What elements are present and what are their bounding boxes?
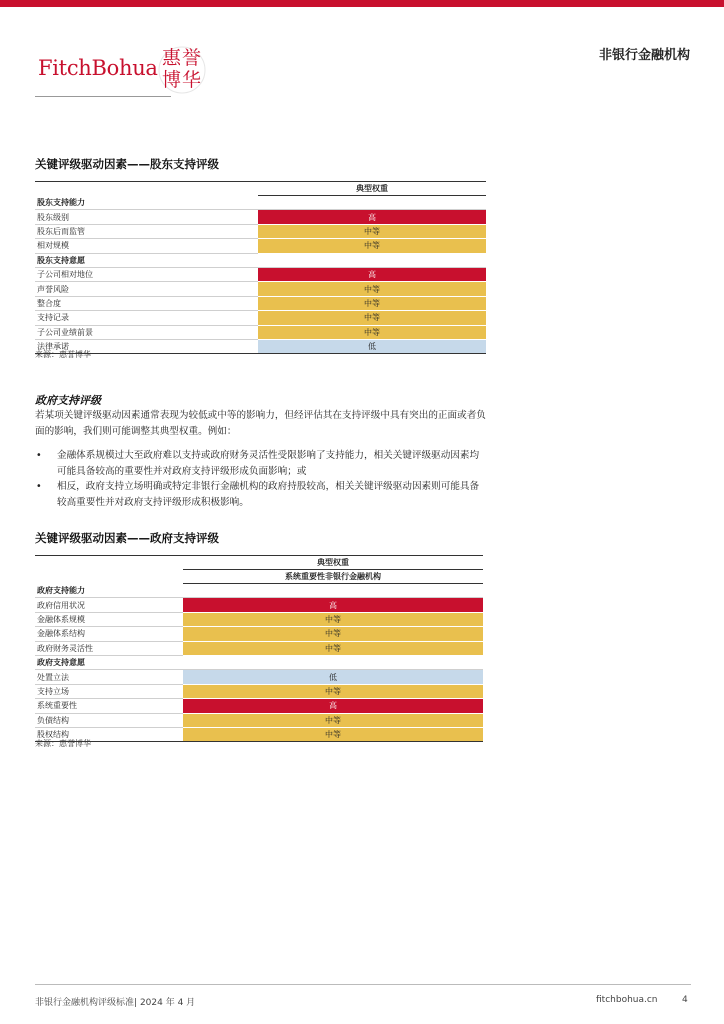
table1-title: 关键评级驱动因素——股东支持评级 <box>35 157 219 171</box>
weight-cell: 低 <box>258 339 486 353</box>
seal-char: 誉 <box>182 47 202 69</box>
table-row <box>35 670 483 684</box>
weight-cell: 中等 <box>258 282 486 296</box>
table-row <box>35 684 483 698</box>
table-row <box>35 296 486 310</box>
weight-cell: 中等 <box>183 727 483 741</box>
group-blank-cell <box>183 655 483 669</box>
table-row <box>35 627 483 641</box>
table2-title: 关键评级驱动因素——政府支持评级 <box>35 531 219 545</box>
footer-separator: | <box>134 998 138 1008</box>
seal-char: 华 <box>182 69 202 91</box>
weight-cell: 中等 <box>183 612 483 626</box>
footer-website-link[interactable]: fitchbohua.cn <box>596 995 658 1005</box>
bullet-dot-icon: • <box>36 450 42 461</box>
table1-source: 来源：惠誉博华 <box>35 350 91 359</box>
table-group-row <box>35 584 483 598</box>
table-row <box>35 339 486 353</box>
table-row <box>35 282 486 296</box>
row-label: 金融体系规模 <box>35 612 183 626</box>
bullet-text: 金融体系规模过大至政府难以支持或政府财务灵活性受限影响了支持能力，相关关键评级驱动因素均可能具备较高的重要性并对政府支持评级形成负面影响；或 <box>57 450 480 477</box>
gov-support-bullets <box>35 448 487 510</box>
weight-cell: 中等 <box>183 641 483 655</box>
logo-seal-icon <box>154 46 206 94</box>
seal-char: 博 <box>162 69 182 91</box>
row-label: 政府信用状况 <box>35 598 183 612</box>
weight-cell: 中等 <box>258 239 486 253</box>
table2-col-subheader: 系统重要性非银行金融机构 <box>183 570 483 584</box>
row-label: 相对规模 <box>35 239 258 253</box>
table-group-row <box>35 196 486 210</box>
weight-cell: 中等 <box>183 713 483 727</box>
bullet-item <box>35 479 487 510</box>
table-row <box>35 713 483 727</box>
government-support-table <box>35 555 483 742</box>
table1-header-row <box>35 182 486 196</box>
footer-page-number: 4 <box>682 995 688 1005</box>
table1-col-header: 典型权重 <box>258 182 486 196</box>
row-label: 声誉风险 <box>35 282 258 296</box>
table-row <box>35 267 486 281</box>
row-label: 整合度 <box>35 296 258 310</box>
weight-cell: 中等 <box>258 325 486 339</box>
table2-header-blank <box>35 556 183 570</box>
row-label: 子公司业绩前景 <box>35 325 258 339</box>
logo-wordmark: FitchBohua <box>38 56 158 80</box>
table-row <box>35 699 483 713</box>
table2-subheader-blank <box>35 570 183 584</box>
table-row <box>35 210 486 224</box>
group-blank-cell <box>183 584 483 598</box>
table-row <box>35 311 486 325</box>
logo-underline <box>35 96 171 97</box>
header-section-title: 非银行金融机构 <box>598 48 690 63</box>
bullet-text: 相反，政府支持立场明确或特定非银行金融机构的政府持股较高，相关关键评级驱动因素则可能具备较高重要性并对政府支持评级形成积极影响。 <box>57 481 480 508</box>
table1-body <box>35 182 486 354</box>
footer-date: 2024 年 4 月 <box>139 998 196 1008</box>
row-label: 股东后而监管 <box>35 224 258 238</box>
group-label: 政府支持意愿 <box>35 655 183 669</box>
fitchbohua-logo[interactable] <box>38 46 218 96</box>
table-row <box>35 641 483 655</box>
row-label: 股权结构 <box>35 727 183 741</box>
table-group-row <box>35 253 486 267</box>
weight-cell: 高 <box>183 699 483 713</box>
table2-body <box>35 556 483 742</box>
weight-cell: 中等 <box>183 627 483 641</box>
group-label: 政府支持能力 <box>35 584 183 598</box>
bullet-dot-icon: • <box>36 481 42 492</box>
weight-cell: 中等 <box>183 684 483 698</box>
table-row <box>35 239 486 253</box>
weight-cell: 高 <box>258 210 486 224</box>
row-label: 法律承诺 <box>35 339 258 353</box>
row-label: 金融体系结构 <box>35 627 183 641</box>
weight-cell: 高 <box>258 267 486 281</box>
table2-header-row <box>35 556 483 570</box>
table1-header-blank <box>35 182 258 196</box>
shareholder-support-table <box>35 181 486 354</box>
table-group-row <box>35 655 483 669</box>
group-blank-cell <box>258 196 486 210</box>
seal-char: 惠 <box>162 47 182 69</box>
weight-cell: 中等 <box>258 224 486 238</box>
gov-support-paragraph: 若某项关键评级驱动因素通常表现为较低或中等的影响力，但经评估其在支持评级中具有突出的正面或者负面的影响，我们则可能调整其典型权重。例如： <box>35 410 486 437</box>
row-label: 子公司相对地位 <box>35 267 258 281</box>
top-accent-bar <box>0 0 724 7</box>
table2-col-header: 典型权重 <box>183 556 483 570</box>
table2-source: 来源：惠誉博华 <box>35 739 91 748</box>
row-label: 处置立法 <box>35 670 183 684</box>
footer-doc-info <box>35 995 195 1008</box>
group-label: 股东支持能力 <box>35 196 258 210</box>
row-label: 系统重要性 <box>35 699 183 713</box>
table-row <box>35 224 486 238</box>
weight-cell: 中等 <box>258 296 486 310</box>
bullet-item <box>35 448 487 479</box>
table2-subheader-row <box>35 570 483 584</box>
row-label: 股东级别 <box>35 210 258 224</box>
footer-doc-title: 非银行金融机构评级标准 <box>35 998 135 1008</box>
row-label: 政府财务灵活性 <box>35 641 183 655</box>
table-row <box>35 612 483 626</box>
weight-cell: 高 <box>183 598 483 612</box>
row-label: 支持记录 <box>35 311 258 325</box>
table-row <box>35 727 483 741</box>
weight-cell: 中等 <box>258 311 486 325</box>
group-label: 股东支持意愿 <box>35 253 258 267</box>
gov-support-subtitle: 政府支持评级 <box>35 394 101 407</box>
table-row <box>35 325 486 339</box>
row-label: 负债结构 <box>35 713 183 727</box>
weight-cell: 低 <box>183 670 483 684</box>
row-label: 支持立场 <box>35 684 183 698</box>
footer-rule <box>35 984 691 985</box>
table-row <box>35 598 483 612</box>
group-blank-cell <box>258 253 486 267</box>
